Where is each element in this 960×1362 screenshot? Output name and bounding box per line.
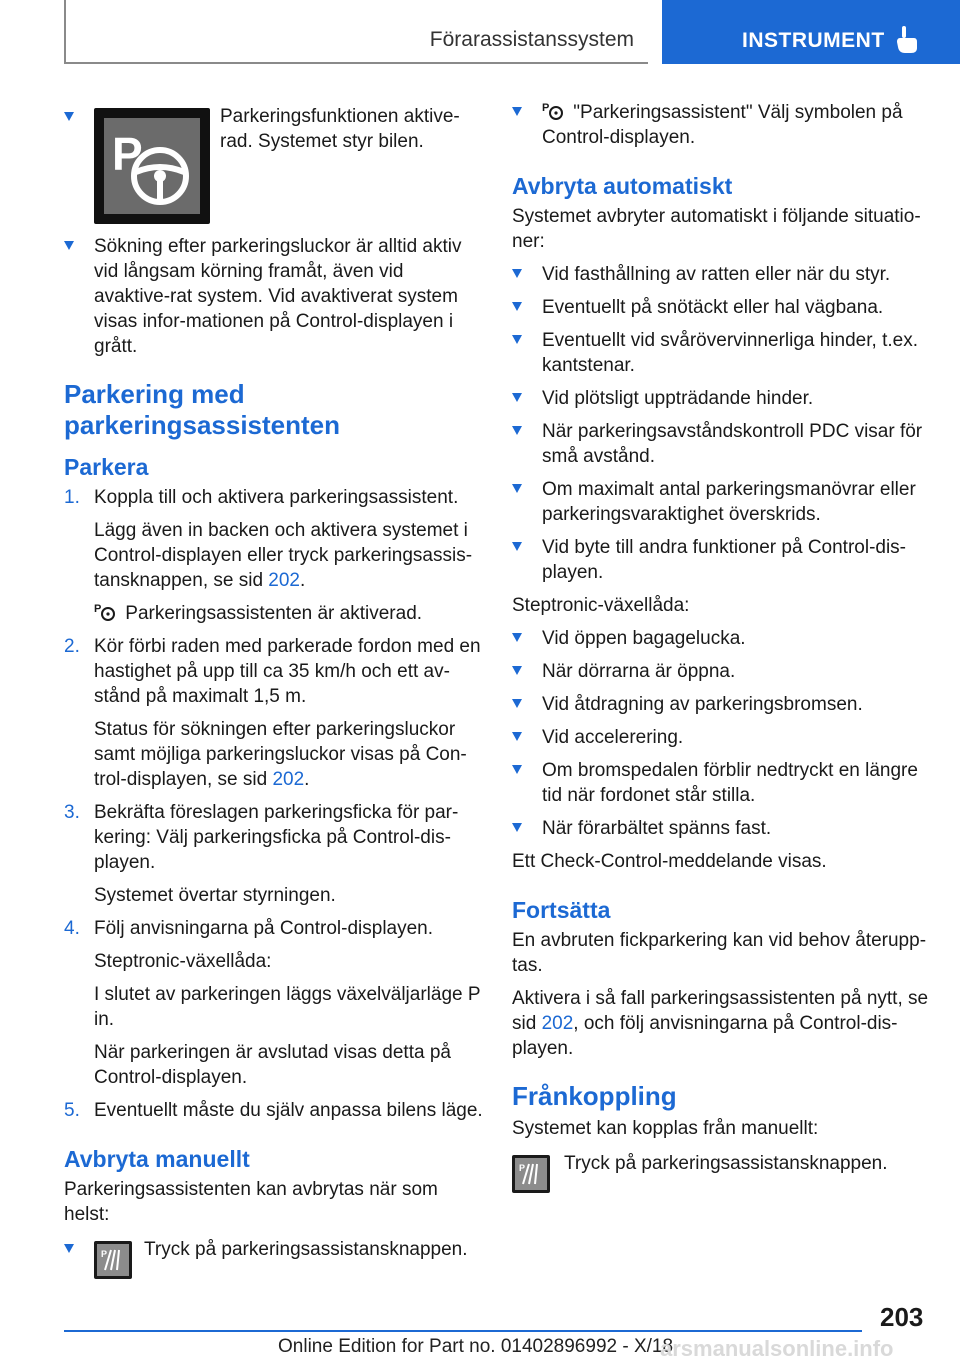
header-section-box: [64, 0, 648, 64]
subheading-avbryta-manuellt: Avbryta manuellt: [64, 1146, 250, 1172]
parking-assist-icon: [94, 602, 120, 622]
step-detail-punct: .: [300, 570, 306, 591]
step-detail-text: Status för sökningen efter parkeringsluckor samt möjliga parkeringsluckor visas på Con-trol-displayen, se sid: [94, 719, 467, 790]
list-item-text: Vid öppen bagagelucka.: [542, 628, 746, 649]
resume-detail-text-end: , och följ anvisningarna på Control-dis-playen.: [512, 1013, 898, 1059]
list-item: [512, 535, 932, 585]
parking-assist-button-icon: [94, 1241, 132, 1279]
step-detail: I slutet av parkeringen läggs växelväljarläge P in.: [94, 984, 481, 1030]
check-control-text: Ett Check-Control-meddelande visas.: [512, 851, 827, 872]
list-item-text: Om maximalt antal parkeringsmanövrar eller parkeringsvaraktighet överskrids.: [542, 479, 916, 525]
section-heading-parkering: Parkering med parkeringsassistenten: [64, 379, 341, 440]
list-item: [512, 262, 932, 287]
list-item-text: Eventuellt på snötäckt eller hal vägbana.: [542, 297, 884, 318]
list-item: [512, 725, 932, 750]
svg-text:P: P: [94, 603, 102, 615]
step-detail: [64, 518, 484, 593]
step-detail: När parkeringen är avslutad visas detta på Control-displayen.: [94, 1042, 451, 1088]
bullet-triangle-icon: [512, 542, 522, 551]
bullet-triangle-icon: [512, 633, 522, 642]
step-detail-punct: .: [304, 769, 310, 790]
bullet-triangle-icon: [512, 666, 522, 675]
subheading-fortsatta: Fortsätta: [512, 897, 611, 923]
step-detail: Steptronic-växellåda:: [94, 951, 272, 972]
pointing-hand-icon: [896, 26, 918, 54]
header-section-title: Förarassistanssystem: [429, 28, 634, 51]
parking-assist-icon: [542, 101, 568, 121]
header-chapter-title: INSTRUMENT: [742, 29, 885, 52]
step-detail-text: Parkeringsassistenten är aktiverad.: [125, 603, 423, 624]
parking-assist-button-icon: [512, 1155, 550, 1193]
resume-detail-text: Aktivera i så fall parkeringsassistenten på nytt, se sid: [512, 988, 929, 1034]
list-item-text: När förarbältet spänns fast.: [542, 818, 772, 839]
subheading-avbryta-automatiskt: Avbryta automatiskt: [512, 173, 733, 199]
press-button-text: Tryck på parkeringsassistansknappen.: [144, 1239, 468, 1260]
bullet-triangle-icon: [512, 393, 522, 402]
svg-text:P: P: [542, 102, 550, 114]
list-item-text: Eventuellt vid svårövervinnerliga hinder, t.ex. kantstenar.: [542, 330, 918, 376]
list-item: [512, 659, 932, 684]
list-item: [64, 1237, 484, 1281]
bullet-triangle-icon: [512, 335, 522, 344]
step-text: Följ anvisningarna på Control-displayen.: [94, 918, 434, 939]
list-item-text: Vid plötsligt uppträdande hinder.: [542, 388, 814, 409]
bullet-triangle-icon: [512, 484, 522, 493]
step-detail-text: Lägg även in backen och aktivera systemet i Control-displayen eller tryck parkeringsassis-tansknappen, se sid: [94, 520, 473, 591]
list-item: [512, 758, 932, 808]
bullet-triangle-icon: [512, 426, 522, 435]
header-chapter-tab[interactable]: [662, 0, 960, 64]
manual-cancel-text: Parkeringsassistenten kan avbrytas när som helst:: [64, 1179, 438, 1225]
page-link[interactable]: 202: [541, 1013, 574, 1034]
list-item: [512, 816, 932, 841]
list-item-text: Vid byte till andra funktioner på Control-dis-playen.: [542, 537, 907, 583]
step-item: [64, 1098, 484, 1123]
svg-text:P: P: [519, 1163, 526, 1173]
step-number: 2.: [64, 636, 80, 657]
press-button-text: Tryck på parkeringsassistansknappen.: [564, 1153, 888, 1174]
step-number: 5.: [64, 1100, 80, 1121]
footer-divider: [64, 1330, 862, 1332]
search-info-text: Sökning efter parkeringsluckor är alltid aktiv vid långsam körning framåt, även vid avaktive-rat system. Vid avaktiverat system visas infor-mationen på Control-displayen i grått.: [94, 236, 462, 357]
list-item-text: Vid fasthållning av ratten eller när du styr.: [542, 264, 891, 285]
list-item: [512, 626, 932, 651]
step-item: [64, 800, 484, 875]
bullet-triangle-icon: [512, 732, 522, 741]
step-text: Kör förbi raden med parkerade fordon med en hastighet på upp till ca 35 km/h och ett av-stånd på maximalt 1,5 m.: [94, 636, 481, 707]
right-column: [512, 100, 932, 1195]
list-item: [512, 692, 932, 717]
left-column: [64, 100, 484, 1281]
list-item: [64, 234, 484, 359]
list-item: [64, 100, 484, 224]
list-item: [512, 419, 932, 469]
step-text: Eventuellt måste du själv anpassa bilens läge.: [94, 1100, 483, 1121]
step-number: 3.: [64, 802, 80, 823]
bullet-triangle-icon: [512, 823, 522, 832]
select-symbol-text: [542, 100, 932, 150]
item-parking-active-text: Parkeringsfunktionen aktive-rad. Systemet styr bilen.: [220, 106, 460, 152]
step-number: 4.: [64, 918, 80, 939]
bullet-triangle-icon: [512, 699, 522, 708]
list-item-text: Vid accelerering.: [542, 727, 684, 748]
footer-watermark: arsmanualsonline.info: [660, 1336, 894, 1361]
list-item-text: När parkeringsavståndskontroll PDC visar för små avstånd.: [542, 421, 923, 467]
list-item: [512, 1151, 932, 1195]
step-detail: [64, 717, 484, 792]
steptronic-label: Steptronic-växellåda:: [512, 595, 690, 616]
page-number: 203: [880, 1302, 924, 1332]
list-item-text: Vid åtdragning av parkeringsbromsen.: [542, 694, 863, 715]
select-symbol-label: "Parkeringsassistent" Välj symbolen på Control-displayen.: [542, 102, 903, 148]
step-detail: Systemet övertar styrningen.: [94, 885, 336, 906]
resume-detail: [512, 986, 932, 1061]
step-item: [64, 634, 484, 709]
bullet-triangle-icon: [512, 107, 522, 116]
step-item: [64, 916, 484, 941]
svg-text:P: P: [101, 1249, 108, 1259]
page-link[interactable]: 202: [268, 570, 300, 591]
list-item: [512, 477, 932, 527]
bullet-triangle-icon: [512, 269, 522, 278]
svg-text:P: P: [112, 128, 143, 180]
step-item: [64, 485, 484, 510]
step-text: Koppla till och aktivera parkeringsassistent.: [94, 487, 459, 508]
step-detail: [64, 601, 484, 626]
bullet-triangle-icon: [512, 302, 522, 311]
footer-edition: Online Edition for Part no. 01402896992 - X/18: [278, 1336, 674, 1357]
auto-cancel-text: Systemet avbryter automatiskt i följande situatio-ner:: [512, 206, 921, 252]
bullet-triangle-icon: [64, 241, 74, 250]
step-number: 1.: [64, 487, 80, 508]
subheading-parkera: Parkera: [64, 454, 149, 480]
page-link[interactable]: 202: [272, 769, 305, 790]
list-item: [512, 295, 932, 320]
bullet-triangle-icon: [64, 112, 74, 121]
section-heading-frankoppling: Frånkoppling: [512, 1081, 677, 1111]
list-item: [512, 386, 932, 411]
disconnect-text: Systemet kan kopplas från manuellt:: [512, 1118, 819, 1139]
step-text: Bekräfta föreslagen parkeringsficka för par-kering: Välj parkeringsficka på Control-dis-playen.: [94, 802, 459, 873]
resume-text: En avbruten fickparkering kan vid behov återupp-tas.: [512, 930, 927, 976]
bullet-triangle-icon: [64, 1244, 74, 1253]
list-item: [512, 328, 932, 378]
list-item-text: Om bromspedalen förblir nedtryckt en längre tid när fordonet står stilla.: [542, 760, 918, 806]
bullet-triangle-icon: [512, 765, 522, 774]
list-item-text: När dörrarna är öppna.: [542, 661, 736, 682]
list-item: [512, 100, 932, 150]
parking-steering-icon: [94, 108, 210, 224]
